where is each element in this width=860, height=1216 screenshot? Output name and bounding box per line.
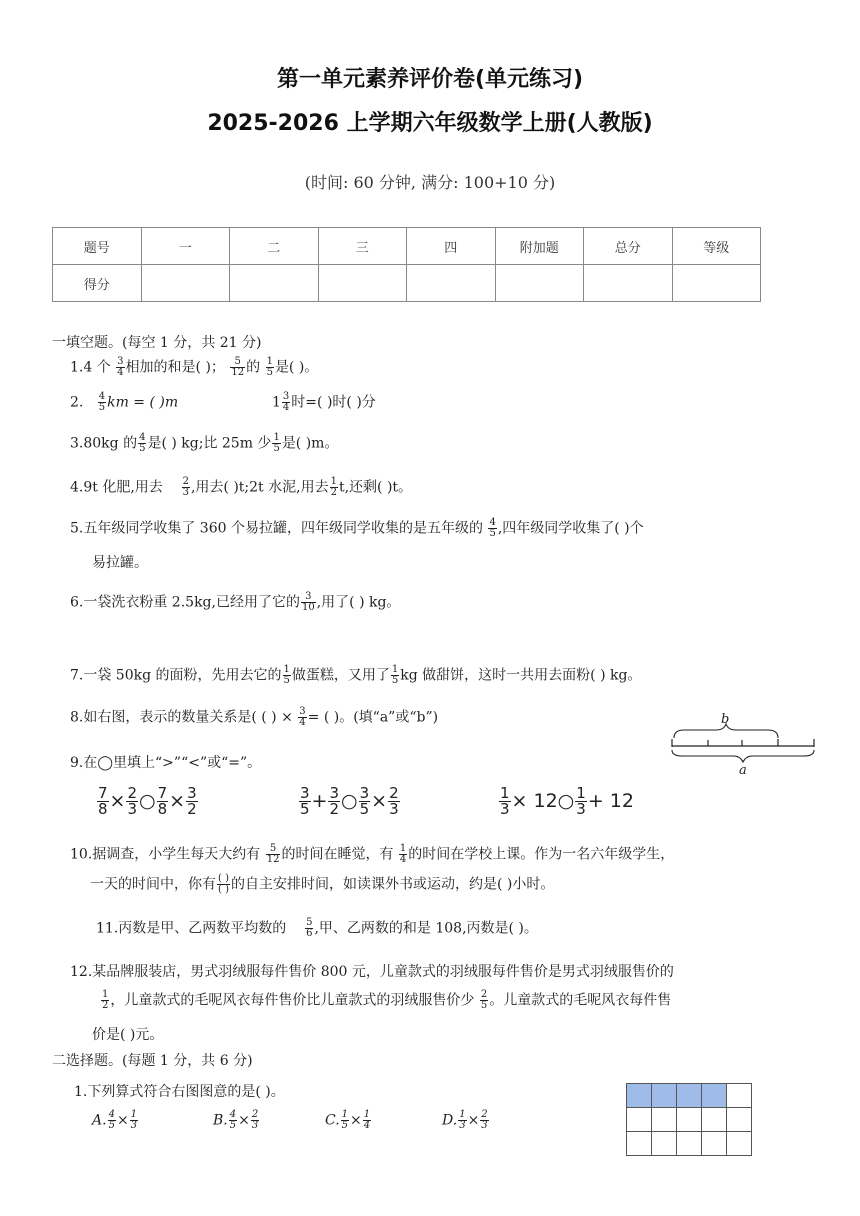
grid-cell — [702, 1132, 727, 1156]
q-text: = ( )。(填“a”或“b”) — [307, 709, 439, 726]
score-header-cell: 附加题 — [495, 228, 584, 265]
question-3 — [70, 433, 338, 454]
grid-cell — [652, 1132, 677, 1156]
q-text: ,用去( )t;2t 水泥,用去 — [190, 479, 329, 496]
score-header-cell: 等级 — [672, 228, 761, 265]
fraction: $\frac{4}{5}$ — [139, 432, 146, 454]
fraction-blank[interactable]: $\frac{( )}{( )}$ — [218, 873, 229, 895]
segment-diagram — [668, 710, 818, 776]
grid-cell-shaded — [627, 1084, 652, 1108]
grid-cell — [627, 1108, 652, 1132]
fraction: $\frac{4}{5}$ — [489, 517, 496, 539]
q-text: 的 — [246, 359, 261, 376]
fraction: $\frac{7}{8}$ — [157, 784, 168, 818]
page-title: 第一单元素养评价卷(单元练习) — [276, 67, 584, 92]
operator: + — [311, 790, 328, 812]
score-header-cell: 总分 — [584, 228, 673, 265]
question-5 — [70, 518, 644, 539]
fraction: $\frac{2}{3}$ — [481, 1109, 488, 1131]
score-header-cell: 四 — [407, 228, 496, 265]
q-text: 一天的时间中，你有 — [90, 876, 216, 893]
q-text: 7.一袋 50kg 的面粉，先用去它的 — [70, 667, 282, 684]
comparison-3 — [498, 786, 634, 817]
fraction: $\frac{1}{5}$ — [283, 664, 290, 686]
fraction: $\frac{1}{3}$ — [576, 784, 586, 818]
shaded-grid-figure — [626, 1083, 752, 1156]
comparison-1 — [96, 786, 199, 817]
fraction: $\frac{4}{5}$ — [108, 1109, 115, 1131]
question-12-line3: 价是( )元。 — [92, 1027, 164, 1043]
option-b[interactable]: B. $\frac{4}{5}$ × $\frac{2}{3}$ — [213, 1109, 259, 1131]
grid-cell-shaded — [677, 1084, 702, 1108]
fraction: $\frac{1}{2}$ — [330, 476, 337, 498]
grid-cell — [727, 1084, 752, 1108]
score-input-cell[interactable] — [318, 265, 407, 302]
option-a[interactable]: A. $\frac{4}{5}$ × $\frac{1}{3}$ — [92, 1109, 138, 1131]
fraction: $\frac{1}{3}$ — [130, 1109, 138, 1131]
question-2 — [70, 392, 178, 413]
grid-cell-shaded — [652, 1084, 677, 1108]
q-text: 相加的和是( )； — [125, 359, 225, 376]
q-text: 1.4 个 — [70, 359, 111, 376]
page-subtitle-title: 2025-2026 上学期六年级数学上册(人教版) — [207, 111, 653, 136]
compare-circle[interactable]: ○ — [341, 790, 358, 812]
q-text: 。儿童款式的毛呢风衣每件售 — [489, 992, 672, 1009]
operator: × — [109, 790, 126, 812]
grid-cell — [652, 1108, 677, 1132]
fraction: $\frac{5}{6}$ — [306, 917, 313, 939]
fraction: $\frac{2}{3}$ — [127, 784, 138, 818]
operator: × — [371, 790, 388, 812]
fraction: $\frac{1}{4}$ — [363, 1109, 371, 1131]
option-d[interactable]: D. $\frac{1}{3}$ × $\frac{2}{3}$ — [442, 1109, 488, 1131]
fraction: $\frac{4}{5}$ — [229, 1109, 237, 1131]
fraction: $\frac{1}{4}$ — [399, 843, 407, 865]
question-5-line2: 易拉罐。 — [92, 555, 148, 571]
q-text: t,还剩( )t。 — [338, 479, 413, 496]
fraction: $\frac{5}{12}$ — [266, 843, 280, 865]
q-text: 是( )。 — [274, 359, 319, 376]
grid-cell — [702, 1108, 727, 1132]
question-10 — [70, 844, 674, 865]
section2-title: 二选择题。(每题 1 分，共 6 分) — [52, 1053, 253, 1069]
q-text: ,用了( ) kg。 — [316, 594, 401, 611]
compare-circle[interactable]: ○ — [139, 790, 156, 812]
fraction: $\frac{1}{3}$ — [459, 1109, 466, 1131]
score-table-header-row — [53, 228, 761, 265]
grid-cell — [677, 1132, 702, 1156]
grid-cell — [627, 1132, 652, 1156]
q-text: 11.丙数是甲、乙两数平均数的 — [96, 920, 287, 937]
q-text: 是( )m。 — [281, 435, 339, 452]
fraction: $\frac{3}{4}$ — [299, 706, 306, 728]
grid-cell — [727, 1132, 752, 1156]
q-text: ，儿童款式的毛呢风衣每件售价比儿童款式的羽绒服售价少 — [110, 992, 475, 1009]
question-4 — [70, 477, 412, 498]
q-text: kg 做甜饼，这时一共用去面粉( ) kg。 — [400, 667, 642, 684]
score-header-cell: 三 — [318, 228, 407, 265]
q-text: 的时间在睡觉，有 — [281, 846, 394, 863]
score-input-cell[interactable] — [584, 265, 673, 302]
diagram-label-a: a — [739, 763, 747, 776]
q-number: 2. — [70, 394, 84, 411]
score-table-score-row — [53, 265, 761, 302]
question-12: 12.某品牌服装店，男式羽绒服每件售价 800 元，儿童款式的羽绒服每件售价是男式羽绒服售价的 — [70, 964, 674, 980]
score-input-cell[interactable] — [141, 265, 230, 302]
question-7 — [70, 665, 641, 686]
expression-text: × 12○ — [511, 790, 575, 812]
question-9: 9.在◯里填上“>”“<”或“=”。 — [70, 755, 262, 771]
fraction: $\frac{3}{4}$ — [282, 391, 290, 413]
fraction: $\frac{2}{3}$ — [182, 476, 189, 498]
question-11 — [96, 918, 538, 939]
fraction: $\frac{1}{3}$ — [500, 784, 510, 818]
q-text: 10.据调查，小学生每天大约有 — [70, 846, 261, 863]
q-text: 时=( )时( )分 — [291, 394, 376, 411]
fraction: $\frac{2}{3}$ — [251, 1109, 259, 1131]
q-text: 的自主安排时间，如读课外书或运动，约是( )小时。 — [230, 876, 555, 893]
score-table — [52, 227, 761, 302]
question-12-line2 — [100, 990, 671, 1011]
question-10-line2 — [90, 874, 554, 895]
grid-cell-shaded — [702, 1084, 727, 1108]
score-header-cell: 一 — [141, 228, 230, 265]
comparison-2 — [298, 786, 401, 817]
fraction: $\frac{4}{5}$ — [98, 391, 106, 413]
fraction: $\frac{1}{2}$ — [102, 989, 109, 1011]
q-text: 5.五年级同学收集了 360 个易拉罐，四年级同学收集的是五年级的 — [70, 520, 483, 537]
score-input-cell[interactable] — [230, 265, 319, 302]
fraction: $\frac{1}{5}$ — [341, 1109, 349, 1131]
expression-text: + 12 — [587, 790, 634, 812]
fraction: $\frac{3}{10}$ — [301, 591, 315, 613]
time-score-info: (时间: 60 分钟, 满分: 100+10 分) — [304, 173, 556, 192]
q-text: ,四年级同学收集了( )个 — [497, 520, 644, 537]
option-c[interactable]: C. $\frac{1}{5}$ × $\frac{1}{4}$ — [325, 1109, 371, 1131]
grid-cell — [677, 1108, 702, 1132]
fraction: $\frac{5}{12}$ — [231, 356, 245, 378]
q-text: km = ( )m — [107, 394, 179, 411]
score-input-cell[interactable] — [672, 265, 761, 302]
question-8 — [70, 707, 438, 728]
q-text: 的时间在学校上课。作为一名六年级学生， — [408, 846, 675, 863]
fraction: $\frac{3}{4}$ — [117, 356, 124, 378]
diagram-label-b: b — [721, 712, 730, 727]
q-text: 是( ) kg;比 25m 少 — [147, 435, 272, 452]
section1-title: 一填空题。(每空 1 分，共 21 分) — [52, 335, 262, 351]
fraction: $\frac{1}{5}$ — [273, 432, 280, 454]
section2-question-1: 1.下列算式符合右图图意的是( )。 — [74, 1084, 285, 1100]
score-header-cell: 题号 — [53, 228, 142, 265]
brace-a — [672, 750, 814, 762]
fraction: $\frac{3}{2}$ — [329, 784, 340, 818]
grid-cell — [727, 1108, 752, 1132]
question-2-part-b — [272, 392, 376, 413]
fraction: $\frac{1}{5}$ — [266, 356, 273, 378]
q-text: ,甲、乙两数的和是 108,丙数是( )。 — [314, 920, 538, 937]
fraction: $\frac{7}{8}$ — [98, 784, 108, 818]
question-6 — [70, 592, 400, 613]
fraction: $\frac{3}{2}$ — [187, 784, 197, 818]
q-text: 6.一袋洗衣粉重 2.5kg,已经用了它的 — [70, 594, 300, 611]
question-1 — [70, 357, 318, 378]
q-text: 1 — [272, 394, 281, 411]
q-text: 做蛋糕，又用了 — [291, 667, 390, 684]
score-input-cell[interactable] — [495, 265, 584, 302]
score-row-label: 得分 — [53, 265, 142, 302]
score-input-cell[interactable] — [407, 265, 496, 302]
fraction: $\frac{1}{5}$ — [391, 664, 399, 686]
q-text: 3.80kg 的 — [70, 435, 138, 452]
fraction: $\frac{3}{5}$ — [300, 784, 310, 818]
q-text: 8.如右图，表示的数量关系是( ( ) × — [70, 709, 293, 726]
fraction: $\frac{2}{3}$ — [389, 784, 399, 818]
operator: × — [169, 790, 186, 812]
fraction: $\frac{3}{5}$ — [359, 784, 370, 818]
score-header-cell: 二 — [230, 228, 319, 265]
q-text: 4.9t 化肥,用去 — [70, 479, 163, 496]
fraction: $\frac{2}{5}$ — [480, 989, 488, 1011]
